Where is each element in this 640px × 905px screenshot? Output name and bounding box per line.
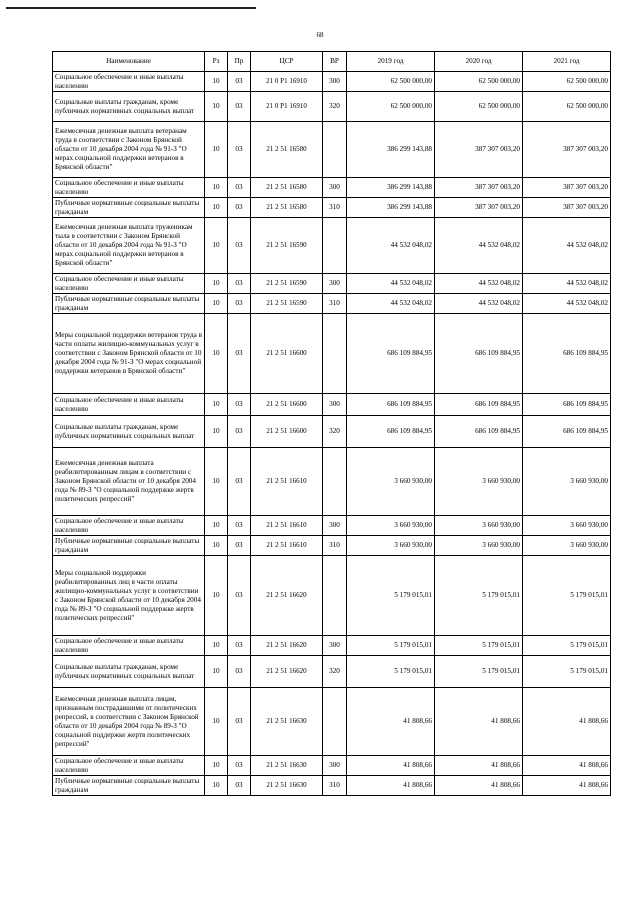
row-pr-cell: 03 xyxy=(228,92,251,122)
table-row xyxy=(53,448,611,516)
row-csr-cell: 21 2 51 16600 xyxy=(251,314,323,394)
row-2020-cell: 62 500 000,00 xyxy=(435,92,523,122)
row-2021-cell: 41 808,66 xyxy=(523,756,611,776)
top-rule xyxy=(6,7,256,9)
header-pr: Пр xyxy=(228,52,251,72)
row-2021-cell: 44 532 048,02 xyxy=(523,218,611,274)
row-2019-cell: 5 179 015,01 xyxy=(347,556,435,636)
table-row xyxy=(53,394,611,416)
row-csr-cell: 21 2 51 16590 xyxy=(251,218,323,274)
row-rz-cell: 10 xyxy=(205,536,228,556)
row-pr-cell: 03 xyxy=(228,218,251,274)
row-pr-cell: 03 xyxy=(228,314,251,394)
table-row xyxy=(53,656,611,688)
row-rz-cell: 10 xyxy=(205,92,228,122)
row-2021-cell: 44 532 048,02 xyxy=(523,294,611,314)
table-row xyxy=(53,294,611,314)
row-2021-cell: 5 179 015,01 xyxy=(523,556,611,636)
header-2021: 2021 год xyxy=(523,52,611,72)
row-2020-cell: 41 808,66 xyxy=(435,776,523,796)
row-csr-cell: 21 2 51 16600 xyxy=(251,394,323,416)
row-vr-cell xyxy=(323,122,347,178)
row-vr-cell: 300 xyxy=(323,756,347,776)
row-pr-cell: 03 xyxy=(228,756,251,776)
row-name-cell: Социальное обеспечение и иные выплаты населению xyxy=(53,178,205,198)
row-2020-cell: 3 660 930,00 xyxy=(435,448,523,516)
row-rz-cell: 10 xyxy=(205,656,228,688)
row-2019-cell: 3 660 930,00 xyxy=(347,536,435,556)
row-pr-cell: 03 xyxy=(228,656,251,688)
row-2021-cell: 5 179 015,01 xyxy=(523,636,611,656)
row-pr-cell: 03 xyxy=(228,448,251,516)
row-name-cell: Социальное обеспечение и иные выплаты населению xyxy=(53,516,205,536)
row-2020-cell: 5 179 015,01 xyxy=(435,636,523,656)
header-rz: Рз xyxy=(205,52,228,72)
row-rz-cell: 10 xyxy=(205,314,228,394)
row-pr-cell: 03 xyxy=(228,556,251,636)
row-vr-cell: 300 xyxy=(323,636,347,656)
row-2020-cell: 44 532 048,02 xyxy=(435,294,523,314)
row-csr-cell: 21 2 51 16610 xyxy=(251,516,323,536)
row-csr-cell: 21 2 51 16620 xyxy=(251,656,323,688)
row-pr-cell: 03 xyxy=(228,416,251,448)
table-row xyxy=(53,756,611,776)
row-pr-cell: 03 xyxy=(228,636,251,656)
row-vr-cell: 310 xyxy=(323,294,347,314)
row-vr-cell xyxy=(323,556,347,636)
row-csr-cell: 21 2 51 16630 xyxy=(251,756,323,776)
table-row xyxy=(53,688,611,756)
row-vr-cell: 320 xyxy=(323,416,347,448)
row-vr-cell: 300 xyxy=(323,72,347,92)
table-row xyxy=(53,178,611,198)
row-2019-cell: 386 299 143,88 xyxy=(347,122,435,178)
row-name-cell: Ежемесячная денежная выплата реабилитированным лицам в соответствии с Законом Брянской области от 10 декабря 2004 года № 89-З "О социальной поддержке жертв политических репрессий" xyxy=(53,448,205,516)
row-csr-cell: 21 2 51 16620 xyxy=(251,556,323,636)
row-csr-cell: 21 2 51 16630 xyxy=(251,688,323,756)
table-row xyxy=(53,416,611,448)
row-rz-cell: 10 xyxy=(205,636,228,656)
header-2019: 2019 год xyxy=(347,52,435,72)
row-vr-cell: 310 xyxy=(323,776,347,796)
row-rz-cell: 10 xyxy=(205,274,228,294)
row-csr-cell: 21 0 P1 16910 xyxy=(251,92,323,122)
row-2019-cell: 386 299 143,88 xyxy=(347,198,435,218)
row-name-cell: Социальные выплаты гражданам, кроме публичных нормативных социальных выплат xyxy=(53,416,205,448)
row-name-cell: Меры социальной поддержки ветеранов труда в части оплаты жилищно-коммунальных услуг в соответствии с Законом Брянской области от 10 декабря 2004 года № 91-З "О мерах социальной поддержки ветеранов в Брянской области" xyxy=(53,314,205,394)
row-pr-cell: 03 xyxy=(228,776,251,796)
row-2021-cell: 41 808,66 xyxy=(523,776,611,796)
row-csr-cell: 21 2 51 16610 xyxy=(251,536,323,556)
table-row xyxy=(53,218,611,274)
row-rz-cell: 10 xyxy=(205,776,228,796)
table-row xyxy=(53,516,611,536)
row-2019-cell: 686 109 884,95 xyxy=(347,394,435,416)
row-2021-cell: 686 109 884,95 xyxy=(523,314,611,394)
row-vr-cell: 310 xyxy=(323,198,347,218)
row-name-cell: Социальное обеспечение и иные выплаты населению xyxy=(53,756,205,776)
row-vr-cell xyxy=(323,218,347,274)
table-row xyxy=(53,72,611,92)
row-2020-cell: 686 109 884,95 xyxy=(435,314,523,394)
row-name-cell: Публичные нормативные социальные выплаты гражданам xyxy=(53,536,205,556)
row-vr-cell xyxy=(323,314,347,394)
row-csr-cell: 21 2 51 16590 xyxy=(251,294,323,314)
row-name-cell: Социальные выплаты гражданам, кроме публичных нормативных социальных выплат xyxy=(53,656,205,688)
row-2021-cell: 387 307 003,20 xyxy=(523,122,611,178)
row-rz-cell: 10 xyxy=(205,122,228,178)
row-pr-cell: 03 xyxy=(228,122,251,178)
row-rz-cell: 10 xyxy=(205,756,228,776)
header-csr: ЦСР xyxy=(251,52,323,72)
row-pr-cell: 03 xyxy=(228,178,251,198)
row-csr-cell: 21 2 51 16580 xyxy=(251,178,323,198)
row-2021-cell: 62 500 000,00 xyxy=(523,92,611,122)
row-rz-cell: 10 xyxy=(205,178,228,198)
row-vr-cell: 300 xyxy=(323,178,347,198)
row-csr-cell: 21 2 51 16620 xyxy=(251,636,323,656)
row-2020-cell: 62 500 000,00 xyxy=(435,72,523,92)
row-2021-cell: 387 307 003,20 xyxy=(523,178,611,198)
row-vr-cell: 320 xyxy=(323,656,347,688)
row-pr-cell: 03 xyxy=(228,294,251,314)
row-2019-cell: 44 532 048,02 xyxy=(347,274,435,294)
row-vr-cell xyxy=(323,688,347,756)
row-csr-cell: 21 0 P1 16910 xyxy=(251,72,323,92)
row-2021-cell: 3 660 930,00 xyxy=(523,536,611,556)
row-2021-cell: 3 660 930,00 xyxy=(523,516,611,536)
row-name-cell: Публичные нормативные социальные выплаты гражданам xyxy=(53,294,205,314)
row-name-cell: Социальное обеспечение и иные выплаты населению xyxy=(53,274,205,294)
row-name-cell: Меры социальной поддержки реабилитированных лиц в части оплаты жилищно-коммунальных услуг в соответствии с Законом Брянской области от 10 декабря 2004 года № 89-З "О социальной поддержке жертв политических репрессий" xyxy=(53,556,205,636)
row-2020-cell: 5 179 015,01 xyxy=(435,656,523,688)
row-2020-cell: 387 307 003,20 xyxy=(435,198,523,218)
row-2019-cell: 3 660 930,00 xyxy=(347,516,435,536)
row-csr-cell: 21 2 51 16600 xyxy=(251,416,323,448)
row-rz-cell: 10 xyxy=(205,218,228,274)
row-2019-cell: 41 808,66 xyxy=(347,776,435,796)
row-rz-cell: 10 xyxy=(205,688,228,756)
row-name-cell: Социальное обеспечение и иные выплаты населению xyxy=(53,636,205,656)
row-2020-cell: 387 307 003,20 xyxy=(435,122,523,178)
row-2021-cell: 62 500 000,00 xyxy=(523,72,611,92)
budget-table xyxy=(52,51,611,796)
row-2020-cell: 41 808,66 xyxy=(435,688,523,756)
row-2019-cell: 44 532 048,02 xyxy=(347,294,435,314)
table-row xyxy=(53,274,611,294)
row-rz-cell: 10 xyxy=(205,72,228,92)
row-2020-cell: 41 808,66 xyxy=(435,756,523,776)
row-2021-cell: 387 307 003,20 xyxy=(523,198,611,218)
row-vr-cell: 320 xyxy=(323,92,347,122)
row-pr-cell: 03 xyxy=(228,274,251,294)
row-vr-cell xyxy=(323,448,347,516)
table-row xyxy=(53,198,611,218)
row-csr-cell: 21 2 51 16630 xyxy=(251,776,323,796)
header-name: Наименование xyxy=(53,52,205,72)
row-rz-cell: 10 xyxy=(205,198,228,218)
row-csr-cell: 21 2 51 16590 xyxy=(251,274,323,294)
row-2019-cell: 3 660 930,00 xyxy=(347,448,435,516)
row-pr-cell: 03 xyxy=(228,536,251,556)
row-2020-cell: 3 660 930,00 xyxy=(435,516,523,536)
row-rz-cell: 10 xyxy=(205,416,228,448)
row-2020-cell: 3 660 930,00 xyxy=(435,536,523,556)
table-row xyxy=(53,536,611,556)
row-2020-cell: 686 109 884,95 xyxy=(435,394,523,416)
row-name-cell: Ежемесячная денежная выплата труженикам тыла в соответствии с Законом Брянской области от 10 декабря 2004 года № 91-З "О мерах социальной поддержки ветеранов в Брянской области" xyxy=(53,218,205,274)
header-2020: 2020 год xyxy=(435,52,523,72)
row-vr-cell: 310 xyxy=(323,536,347,556)
row-csr-cell: 21 2 51 16610 xyxy=(251,448,323,516)
row-2020-cell: 44 532 048,02 xyxy=(435,274,523,294)
row-2019-cell: 686 109 884,95 xyxy=(347,416,435,448)
row-csr-cell: 21 2 51 16580 xyxy=(251,198,323,218)
row-rz-cell: 10 xyxy=(205,516,228,536)
row-2019-cell: 41 808,66 xyxy=(347,756,435,776)
page-number: 68 xyxy=(316,31,324,39)
table-row xyxy=(53,776,611,796)
row-pr-cell: 03 xyxy=(228,198,251,218)
row-pr-cell: 03 xyxy=(228,688,251,756)
row-name-cell: Социальное обеспечение и иные выплаты населению xyxy=(53,394,205,416)
row-2020-cell: 44 532 048,02 xyxy=(435,218,523,274)
row-name-cell: Ежемесячная денежная выплата ветеранам труда в соответствии с Законом Брянской области от 10 декабря 2004 года № 91-З "О мерах социальной поддержки ветеранов в Брянской области" xyxy=(53,122,205,178)
row-rz-cell: 10 xyxy=(205,448,228,516)
row-2019-cell: 44 532 048,02 xyxy=(347,218,435,274)
row-name-cell: Социальные выплаты гражданам, кроме публичных нормативных социальных выплат xyxy=(53,92,205,122)
row-2019-cell: 5 179 015,01 xyxy=(347,636,435,656)
table-row xyxy=(53,636,611,656)
row-pr-cell: 03 xyxy=(228,72,251,92)
row-2020-cell: 686 109 884,95 xyxy=(435,416,523,448)
row-2019-cell: 686 109 884,95 xyxy=(347,314,435,394)
row-name-cell: Публичные нормативные социальные выплаты гражданам xyxy=(53,776,205,796)
row-2021-cell: 41 808,66 xyxy=(523,688,611,756)
table-row xyxy=(53,314,611,394)
row-name-cell: Публичные нормативные социальные выплаты гражданам xyxy=(53,198,205,218)
row-2021-cell: 44 532 048,02 xyxy=(523,274,611,294)
row-pr-cell: 03 xyxy=(228,394,251,416)
row-pr-cell: 03 xyxy=(228,516,251,536)
row-2020-cell: 387 307 003,20 xyxy=(435,178,523,198)
table-row xyxy=(53,92,611,122)
row-2019-cell: 62 500 000,00 xyxy=(347,72,435,92)
row-2019-cell: 5 179 015,01 xyxy=(347,656,435,688)
row-vr-cell: 300 xyxy=(323,394,347,416)
row-2021-cell: 5 179 015,01 xyxy=(523,656,611,688)
row-2019-cell: 386 299 143,88 xyxy=(347,178,435,198)
row-rz-cell: 10 xyxy=(205,394,228,416)
header-vr: ВР xyxy=(323,52,347,72)
row-name-cell: Социальное обеспечение и иные выплаты населению xyxy=(53,72,205,92)
row-2021-cell: 686 109 884,95 xyxy=(523,416,611,448)
row-rz-cell: 10 xyxy=(205,294,228,314)
header-row xyxy=(53,52,611,72)
row-2020-cell: 5 179 015,01 xyxy=(435,556,523,636)
row-csr-cell: 21 2 51 16580 xyxy=(251,122,323,178)
row-2019-cell: 62 500 000,00 xyxy=(347,92,435,122)
row-vr-cell: 300 xyxy=(323,516,347,536)
row-2021-cell: 686 109 884,95 xyxy=(523,394,611,416)
table-row xyxy=(53,122,611,178)
row-rz-cell: 10 xyxy=(205,556,228,636)
table-row xyxy=(53,556,611,636)
row-name-cell: Ежемесячная денежная выплата лицам, признанным пострадавшими от политических репрессий, в соответствии с Законом Брянской области от 10 декабря 2004 года № 89-З "О социальной поддержке жертв политических репрессий" xyxy=(53,688,205,756)
row-vr-cell: 300 xyxy=(323,274,347,294)
row-2019-cell: 41 808,66 xyxy=(347,688,435,756)
row-2021-cell: 3 660 930,00 xyxy=(523,448,611,516)
